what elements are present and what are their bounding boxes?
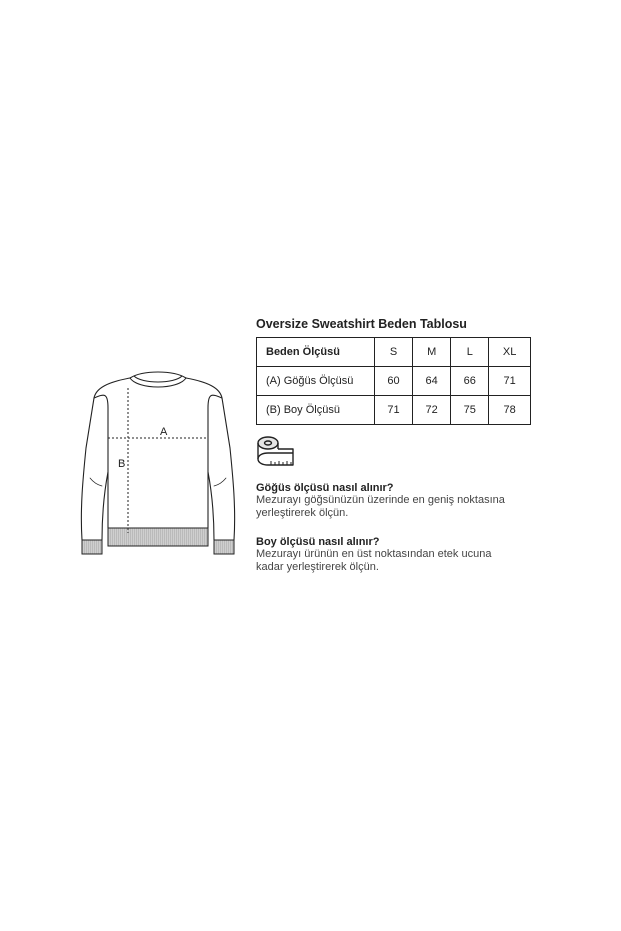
answer-line: Mezurayı ürünün en üst noktasından etek ucuna xyxy=(256,548,492,560)
sweatshirt-diagram xyxy=(68,368,248,568)
table-cell: 66 xyxy=(451,367,489,396)
table-cell: 75 xyxy=(451,396,489,425)
row-label: (B) Boy Ölçüsü xyxy=(257,396,375,425)
header-cell: L xyxy=(451,338,489,367)
table-cell: 78 xyxy=(489,396,531,425)
table-row xyxy=(257,367,531,396)
length-answer xyxy=(256,548,516,574)
table-row xyxy=(257,396,531,425)
row-label: (A) Göğüs Ölçüsü xyxy=(257,367,375,396)
chest-question: Göğüs ölçüsü nasıl alınır? xyxy=(256,482,394,494)
table-header-row xyxy=(257,338,531,367)
label-b: B xyxy=(118,458,126,470)
page-title: Oversize Sweatshirt Beden Tablosu xyxy=(256,317,467,331)
measuring-tape-icon xyxy=(255,434,297,470)
table-cell: 64 xyxy=(413,367,451,396)
answer-line: Mezurayı göğsünüzün üzerinde en geniş noktasına xyxy=(256,494,505,506)
table-cell: 71 xyxy=(375,396,413,425)
length-question: Boy ölçüsü nasıl alınır? xyxy=(256,536,380,548)
table-cell: 71 xyxy=(489,367,531,396)
label-a: A xyxy=(160,426,168,438)
table-cell: 72 xyxy=(413,396,451,425)
header-cell: XL xyxy=(489,338,531,367)
answer-line: kadar yerleştirerek ölçün. xyxy=(256,561,379,573)
size-table xyxy=(256,337,531,425)
header-cell: M xyxy=(413,338,451,367)
table-cell: 60 xyxy=(375,367,413,396)
answer-line: yerleştirerek ölçün. xyxy=(256,507,349,519)
header-cell: S xyxy=(375,338,413,367)
header-cell: Beden Ölçüsü xyxy=(257,338,375,367)
chest-answer xyxy=(256,494,516,520)
